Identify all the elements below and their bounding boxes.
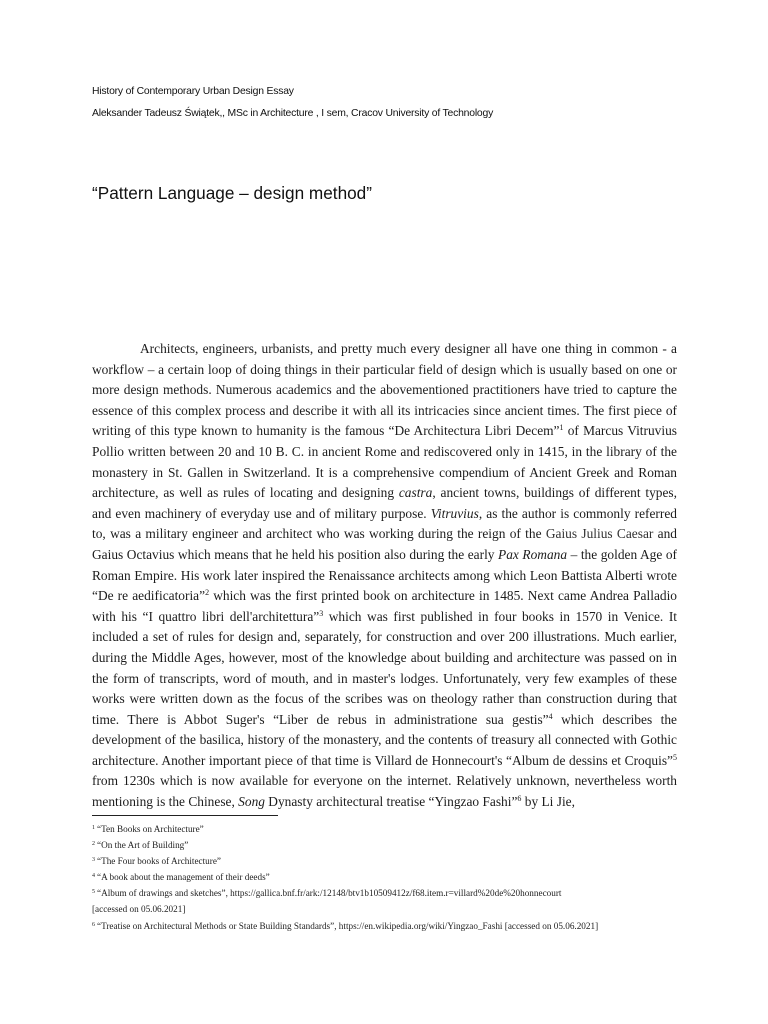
footnote xyxy=(92,821,692,837)
footnote-ref: 6 xyxy=(517,794,522,804)
footnote xyxy=(92,837,692,853)
footnote-text: “A book about the management of their deeds” xyxy=(97,872,270,883)
footnote-number: 1 xyxy=(92,825,95,831)
body-text-segment: which was first published in four books in 1570 in Venice. It included a set of rules for design and, separately, for construction and over 200 illustrations. Much earlier, during the Middle Ages, however, most of the knowledge about building and architecture was passed on in the form of transcripts, word of mouth, and in master's lodges. Unfortunately, very few examples of these works were written down as the focus of the scribes was on theology rather than construction during that time. There is Abbot Suger's “Liber de rebus in administratione sua gestis” xyxy=(92,608,677,727)
footnote xyxy=(92,853,692,869)
page-title: “Pattern Language – design method” xyxy=(92,183,372,203)
body-text-segment: , ancient towns, buildings of different types, and even machinery of everyday use and of military purpose. xyxy=(92,485,677,521)
footnote-ref: 3 xyxy=(319,608,324,618)
italic-term: Pax Romana xyxy=(498,546,568,562)
footnote-text: “Ten Books on Architecture” xyxy=(97,824,204,834)
body-text-segment: Architects, engineers, urbanists, and pretty much every designer all have one thing in common - a workflow – a certain loop of doing things in their particular field of design which is usually based on one or more design methods. Numerous academics and the abovementioned practitioners have tried to capture the essence of this complex process and describe it with all its intricacies since ancient times. The first piece of writing of this type known to humanity is the famous “De Architectura Libri Decem” xyxy=(92,341,677,439)
footnote-number: 4 xyxy=(92,873,95,880)
body-text-segment: from 1230s which is now available for everyone on the internet. Relatively unknown, nevertheless worth mentioning is the Chinese, xyxy=(92,773,677,810)
italic-term: castra xyxy=(398,485,433,501)
footnote-ref: 2 xyxy=(205,588,210,598)
body-text-segment: and Gaius Octavius which means that he held his position also during the early xyxy=(92,526,677,562)
footnote-text: “The Four books of Architecture” xyxy=(97,856,221,867)
footnote-number: 3 xyxy=(92,857,95,864)
footnote-number: 6 xyxy=(92,921,95,928)
italic-term: Song xyxy=(238,794,265,810)
body-text-segment: , as the author is commonly referred to, was a military engineer and architect who was working during the reign of the xyxy=(92,505,677,542)
footnote xyxy=(92,885,692,901)
body-text-segment: which describes the development of the basilica, history of the monastery, and the contents of treasury all connected with Gothic architecture. Another important piece of that time is Villard de Honnecourt's “Album de dessins et Croquis” xyxy=(92,711,677,768)
footnote xyxy=(92,918,692,934)
body-text-segment: by Li Jie, xyxy=(521,794,575,810)
footnote-text: [accessed on 05.06.2021] xyxy=(92,904,186,915)
footnote-ref: 5 xyxy=(673,752,677,762)
footnote-number: 2 xyxy=(92,841,95,848)
author-header: Aleksander Tadeusz Świątek,, MSc in Architecture , I sem, Cracov University of Technology xyxy=(92,108,494,119)
body-text-segment: of Marcus Vitruvius Pollio written between 20 and 10 B. C. in ancient Rome and rediscovered only in 1415, in the library of the monastery in St. Gallen in Switzerland. It is a comprehensive compendium of Ancient Greek and Roman architecture, as well as rules of locating and designing xyxy=(92,423,677,501)
footnote-ref: 4 xyxy=(548,711,553,721)
body-text-segment: which was the first printed book on architecture in 1485. Next came Andrea Palladio with his “I quattro libri dell'architettura” xyxy=(92,588,677,624)
footnote-continuation xyxy=(92,901,692,917)
footnote-text: “On the Art of Building” xyxy=(97,840,189,851)
essay-course-header: History of Contemporary Urban Design Essay xyxy=(92,86,294,97)
footnote-text: “Album of drawings and sketches”, https://gallica.bnf.fr/ark:/12148/btv1b10509412z/f68.item.r=villard%20de%20honnecourt xyxy=(97,888,562,899)
footnote-ref: 1 xyxy=(559,423,564,433)
footnote-text: “Treatise on Architectural Methods or State Building Standards”, https://en.wikipedia.org/wiki/Yingzao_Fashi [accessed on 05.06.2021] xyxy=(97,920,599,931)
footnotes-list xyxy=(92,821,692,934)
footnote xyxy=(92,869,692,885)
caesar-reference: Gaius Julius Caesar xyxy=(545,526,654,542)
footnote-number: 5 xyxy=(92,889,95,896)
body-paragraph xyxy=(92,339,677,813)
body-text-segment: Dynasty architectural treatise “Yingzao Fashi” xyxy=(264,794,518,810)
body-text-segment: – the golden Age of Roman Empire. His work later inspired the Renaissance architects among which Leon Battista Alberti wrote “De re aedificatoria” xyxy=(92,546,677,604)
footnote-separator xyxy=(92,815,278,816)
italic-term: Vitruvius xyxy=(430,505,479,521)
